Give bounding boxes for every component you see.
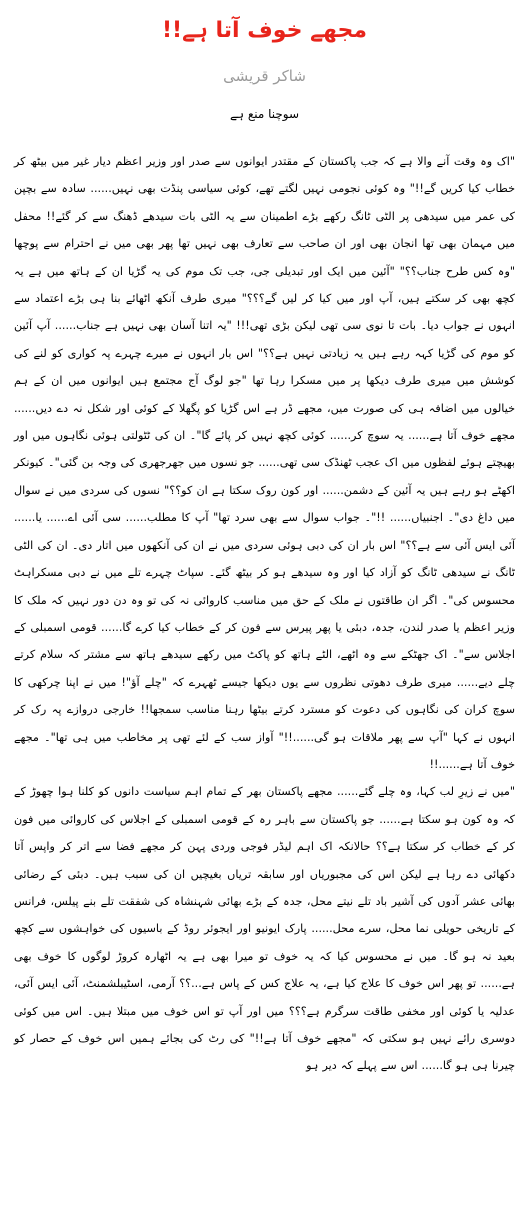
article-paragraph-1: "اک وہ وقت آنے والا ہے کہ جب پاکستان کے مقتدر ایوانوں سے صدر اور وزیر اعظم دیار غیر میں بیٹھ کر خطاب کیا کریں گے!!" وہ کوئی نجومی نہیں لگتے تھے، کوئی سیاسی پنڈت بھی نہیں...... سادہ سے بچپن کی عمر میں سیدھی پر الٹی ٹانگ رکھے بڑے اطمینان سے یہ الٹی بات سیدھے ڈھنگ سے کر گئے!! محفل میں مہمان بھی تھا انجان بھی اور ان صاحب سے تعارف بھی نہیں تھا پھر بھی میں نے احترام سے پوچھا "وہ کس طرح جناب؟؟" "آئین میں ایک اور تبدیلی جی، جب تک موم کی یہ گڑیا ان کے ہاتھ میں ہے یہ کچھ بھی کر سکتے ہیں، آپ اور میں کیا کر لیں گے؟؟؟" میری طرف آنکھ اٹھائے بنا ہی بڑے اعتماد سے انہوں نے جواب دیا۔ بات تا نوی سی تھی لیکن بڑی تھی!!! "یہ اتنا آسان بھی نہیں ہے جناب...... آپ آئین کو موم کی گڑیا کہہ رہے ہیں یہ زیادتی نہیں ہے؟؟" اس بار انہوں نے میرے چہرے پہ کواری کو لنے کی کوشش میں میری طرف دیکھا پر میں مسکرا رہا تھا "جو لوگ آج مجتمع ہیں ایوانوں میں ان کے ہم خیالوں میں اضافہ ہی کی صورت میں، مجھے ڈر ہے اس گڑیا کو پگھلا کے کوئی اور شکل نہ دے دیں...... مجھے خوف آتا ہے...... یہ سوچ کر...... کوئی کچھ نہیں کر پائے گا"۔ ان کی ٹٹولتی ہوئی نگاہوں میں اور بھیچتے ہوئے لفظوں میں اک عجب ٹھنڈک سی تھی...... جو نسوں میں جھرجھری کی وجہ بن گئی"۔ کیونکر اکھٹے ہو رہے ہیں یہ آئین کے دشمن...... اور کون روک سکتا ہے ان کو؟؟" نسوں کی سردی میں نے سوال میں داغ دی"۔ اجنبیاں...... !!"۔ جواب سوال سے بھی سرد تھا" آپ کا مطلب...... سی آئی اے...... یا...... آئی ایس آئی سے ہے؟؟" اس بار ان کی دبی ہوئی سردی میں نے ان کی آنکھوں میں اتار دی۔ ان کی الٹی ٹانگ نے سیدھی ٹانگ کو آزاد کیا اور وہ سیدھے ہو کر بیٹھ گئے۔ سپاٹ چہرے تلے میں نے دبی مسکراہٹ محسوس کی"۔ اگر ان طاقتوں نے ملک کے حق میں مناسب کاروائی نہ کی تو وہ دن دور نہیں کہ ملک کا وزیر اعظم یا صدر لندن، جدہ، دبئی یا پھر پیرس سے فون کر کے خطاب کیا کرے گا...... قومی اسمبلی کے اجلاس سے"۔ اک جھٹکے سے وہ اٹھے، الٹے ہاتھ کو پاکٹ میں رکھے سیدھے ہاتھ سے مشتر کہ سلام کرتے چلے دیے...... میری طرف دھوتی نظروں سے یوں دیکھا جیسے ٹھہرے کہ "چلے آؤ"! میں نے اپنا چرکھی کا سوچ کران کی نگاہوں کی دعوت کو مسترد کرتے بیٹھا رہنا مناسب سمجھا!! خارجی دروازے پہ رک کر انہوں نے کہا "آپ سے پھر ملاقات ہو گی......!!" آواز سب کے لئے تھی پر مخاطب میں ہی تھا"۔ مجھے خوف آتا ہے......!! [14, 155, 515, 771]
column-name: سوچنا منع ہے [229, 107, 300, 121]
article-body [14, 148, 515, 1080]
author-name: شاکر قریشی [223, 67, 306, 85]
article-title: مجھے خوف آتا ہے!! [162, 18, 367, 43]
article-paragraph-2: "میں نے زیرِ لب کہا، وہ چلے گئے...... مجھے پاکستان بھر کے تمام اہم سیاست دانوں کو کلنا ہوا چھوڑ کے کہ وہ کون ہو سکتا ہے...... جو پاکستان سے باہر رہ کے قومی اسمبلی کے اجلاس کی کاروائی میں فون کر کے خطاب کر سکتا ہے؟؟ حالانکہ اک اہم لیڈر فوجی وردی پہن کر مجھے فضا سے اتر کر واپس آتا دکھائی دے رہا ہے لیکن اس کی مجبوریاں اور سابقہ تریاں بغیچیں ان کی سبب ہیں۔ دبئی کے رضائی بھائی عشر آدوں کی آشیر باد تلے نیتے محل، جدہ کے بڑے بھائی شہنشاہ کی شفقت تلے بنے پیلس، فرانس کے تاریخی حویلی نما محل، سرے محل...... پارک ایونیو اور ایجوئر روڈ کے باسیوں کی خواہشوں سے کچھ بعید نہ ہو گا۔ میں نے محسوس کیا کہ یہ خوف تو میرا بھی ہے یہ اٹھارہ کروڑ لوگوں کا خوف بھی ہے...... تو پھر اس خوف کا علاج کیا ہے، یہ علاج کس کے پاس ہے...؟؟ آرمی، اسٹیبلشمنٹ، آئی ایس آئی، عدلیہ یا کوئی اور مخفی طاقت سرگرم ہے؟؟؟ میں اور آپ تو اس خوف میں مبتلا ہیں۔ اس میں کوئی دوسری رائے نہیں ہو سکتی کہ "مجھے خوف آتا ہے!!" کی رٹ کی بجائے ہمیں اس خوف کے حصار کو چیرنا ہی ہو گا...... اس سے پہلے کہ دیر ہو [14, 785, 515, 1073]
